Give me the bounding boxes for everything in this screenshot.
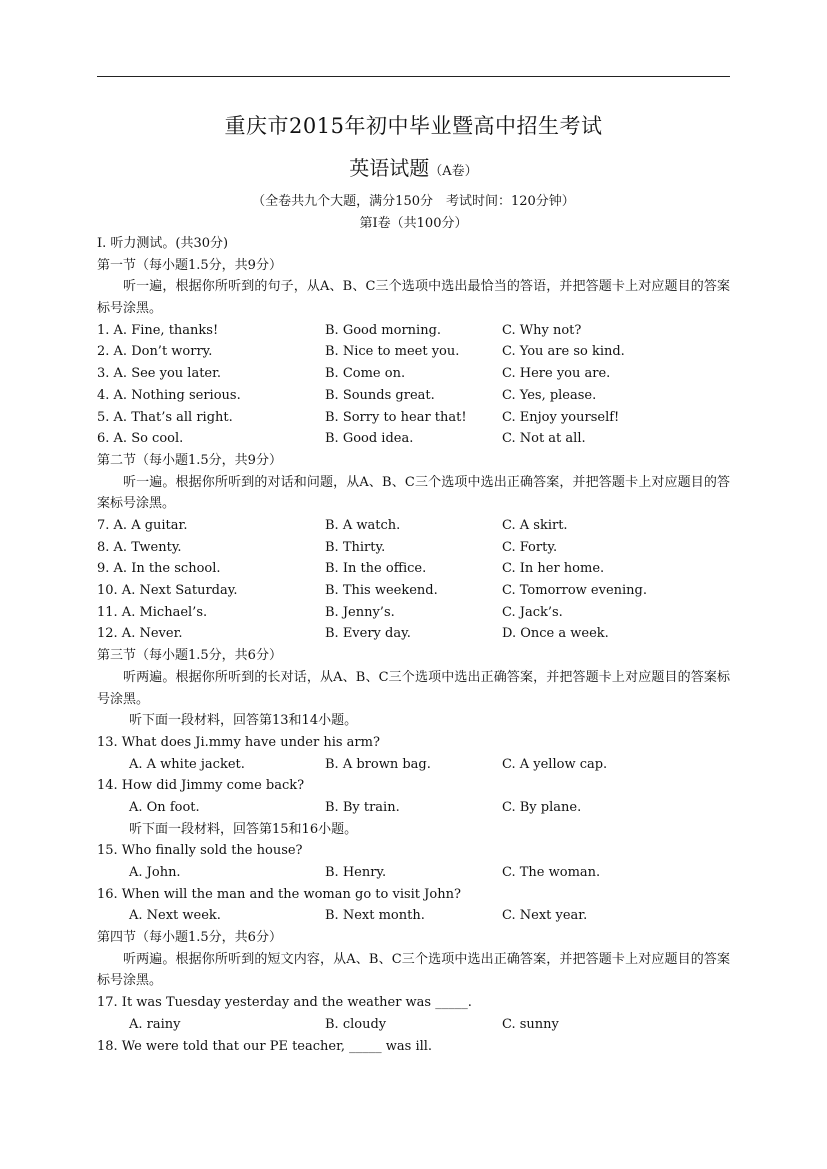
- question-18: 18. We were told that our PE teacher, _____ was ill.: [97, 1038, 433, 1054]
- subtitle-text: 英语试题: [349, 156, 430, 180]
- part3-instruction: 听两遍。根据你所听到的长对话，从A、B、C三个选项中选出正确答案，并把答题卡上对应题目的答案标号涂黑。: [97, 669, 730, 707]
- question-15-options: [97, 862, 730, 884]
- option-c: C. The woman.: [502, 865, 601, 881]
- option-c: C. In her home.: [502, 561, 605, 577]
- option-b: B. Come on.: [325, 366, 406, 382]
- question-row: [97, 407, 730, 429]
- option-b: B. Next month.: [325, 908, 425, 924]
- option-a: 4. A. Nothing serious.: [97, 387, 241, 403]
- option-c: C. A skirt.: [502, 518, 568, 533]
- question-row: [97, 515, 730, 537]
- question-row: [97, 537, 730, 559]
- option-c: C. By plane.: [502, 799, 582, 815]
- option-a: 8. A. Twenty.: [97, 539, 182, 555]
- question-13-options: [97, 754, 730, 776]
- question-16-options: [97, 905, 730, 927]
- option-a: 10. A. Next Saturday.: [97, 583, 238, 599]
- option-b: B. A brown bag.: [325, 756, 431, 772]
- option-c: C. Yes, please.: [502, 387, 597, 403]
- option-b: B. This weekend.: [325, 583, 438, 599]
- option-a: A. A white jacket.: [129, 756, 245, 772]
- option-c: D. Once a week.: [502, 626, 609, 642]
- option-a: 5. A. That’s all right.: [97, 409, 233, 425]
- question-15: 15. Who finally sold the house?: [97, 843, 303, 859]
- option-b: B. Sounds great.: [325, 387, 435, 403]
- option-c: C. Not at all.: [502, 431, 586, 447]
- question-16: 16. When will the man and the woman go to visit John?: [97, 886, 461, 902]
- exam-subtitle: [0, 152, 827, 181]
- option-a: A. rainy: [129, 1016, 181, 1032]
- option-b: B. By train.: [325, 799, 400, 815]
- option-c: C. You are so kind.: [502, 344, 625, 360]
- option-a: 1. A. Fine, thanks!: [97, 322, 219, 338]
- option-c: C. Forty.: [502, 539, 558, 555]
- question-row: [97, 363, 730, 385]
- option-c: C. Enjoy yourself!: [502, 409, 620, 425]
- option-a: A. John.: [129, 865, 181, 881]
- option-c: C. Here you are.: [502, 366, 611, 382]
- part1-instruction: 听一遍，根据你所听到的句子，从A、B、C三个选项中选出最恰当的答语，并把答题卡上对应题目的答案标号涂黑。: [97, 279, 730, 317]
- option-b: B. Jenny’s.: [325, 604, 395, 620]
- question-row: [97, 385, 730, 407]
- option-a: 2. A. Don’t worry.: [97, 344, 213, 360]
- option-b: B. Good morning.: [325, 322, 442, 338]
- option-c: C. Why not?: [502, 322, 582, 338]
- option-a: 9. A. In the school.: [97, 561, 221, 577]
- question-row: [97, 320, 730, 342]
- exam-info: （全卷共九个大题，满分150分 考试时间：120分钟）: [252, 194, 575, 209]
- volume-label: 第I卷（共100分）: [359, 216, 468, 231]
- option-a: 6. A. So cool.: [97, 431, 184, 447]
- part4-instruction: 听两遍。根据你所听到的短文内容，从A、B、C三个选项中选出正确答案，并把答题卡上对应题目的答案标号涂黑。: [97, 951, 730, 989]
- question-row: [97, 558, 730, 580]
- option-b: B. Good idea.: [325, 431, 414, 447]
- question-row: [97, 602, 730, 624]
- part4-heading: 第四节（每小题1.5分，共6分）: [97, 930, 282, 946]
- header-rule: [97, 76, 730, 77]
- part1-question-list: [97, 320, 730, 450]
- question-13: 13. What does Ji.mmy have under his arm?: [97, 734, 380, 750]
- option-c: C. Tomorrow evening.: [502, 583, 647, 599]
- option-c: C. sunny: [502, 1016, 559, 1032]
- option-a: 12. A. Never.: [97, 626, 183, 642]
- option-b: B. Nice to meet you.: [325, 344, 460, 360]
- option-b: B. Every day.: [325, 626, 411, 642]
- question-14: 14. How did Jimmy come back?: [97, 778, 305, 794]
- question-row: [97, 341, 730, 363]
- material-note: 听下面一段材料，回答第15和16小题。: [129, 821, 358, 837]
- subtitle-note: （A卷）: [429, 164, 478, 179]
- option-a: 7. A. A guitar.: [97, 518, 188, 533]
- question-row: [97, 580, 730, 602]
- option-c: C. A yellow cap.: [502, 756, 608, 772]
- exam-title: 重庆市2015年初中毕业暨高中招生考试: [224, 114, 603, 138]
- part3-heading: 第三节（每小题1.5分，共6分）: [97, 648, 282, 664]
- material-note: 听下面一段材料，回答第13和14小题。: [129, 713, 358, 729]
- option-b: B. Sorry to hear that!: [325, 409, 467, 425]
- option-a: 11. A. Michael’s.: [97, 604, 208, 620]
- exam-content: [97, 233, 730, 1057]
- option-a: 3. A. See you later.: [97, 366, 222, 382]
- option-b: B. Henry.: [325, 865, 387, 881]
- option-b: B. In the office.: [325, 561, 427, 577]
- part2-question-list: [97, 515, 730, 645]
- question-14-options: [97, 797, 730, 819]
- part1-heading: 第一节（每小题1.5分，共9分）: [97, 257, 282, 273]
- question-row: [97, 623, 730, 645]
- option-a: A. Next week.: [129, 908, 221, 924]
- option-b: B. Thirty.: [325, 539, 386, 555]
- option-b: B. cloudy: [325, 1016, 387, 1032]
- part2-instruction: 听一遍。根据你所听到的对话和问题，从A、B、C三个选项中选出正确答案，并把答题卡上对应题目的答案标号涂黑。: [97, 474, 730, 512]
- section-heading: I. 听力测试。(共30分): [97, 236, 229, 251]
- option-b: B. A watch.: [325, 518, 401, 533]
- question-17: 17. It was Tuesday yesterday and the weather was _____.: [97, 995, 472, 1011]
- option-c: C. Jack’s.: [502, 604, 563, 620]
- question-17-options: [97, 1014, 730, 1036]
- part2-heading: 第二节（每小题1.5分，共9分）: [97, 452, 282, 468]
- option-a: A. On foot.: [129, 799, 200, 815]
- question-row: [97, 428, 730, 450]
- option-c: C. Next year.: [502, 908, 588, 924]
